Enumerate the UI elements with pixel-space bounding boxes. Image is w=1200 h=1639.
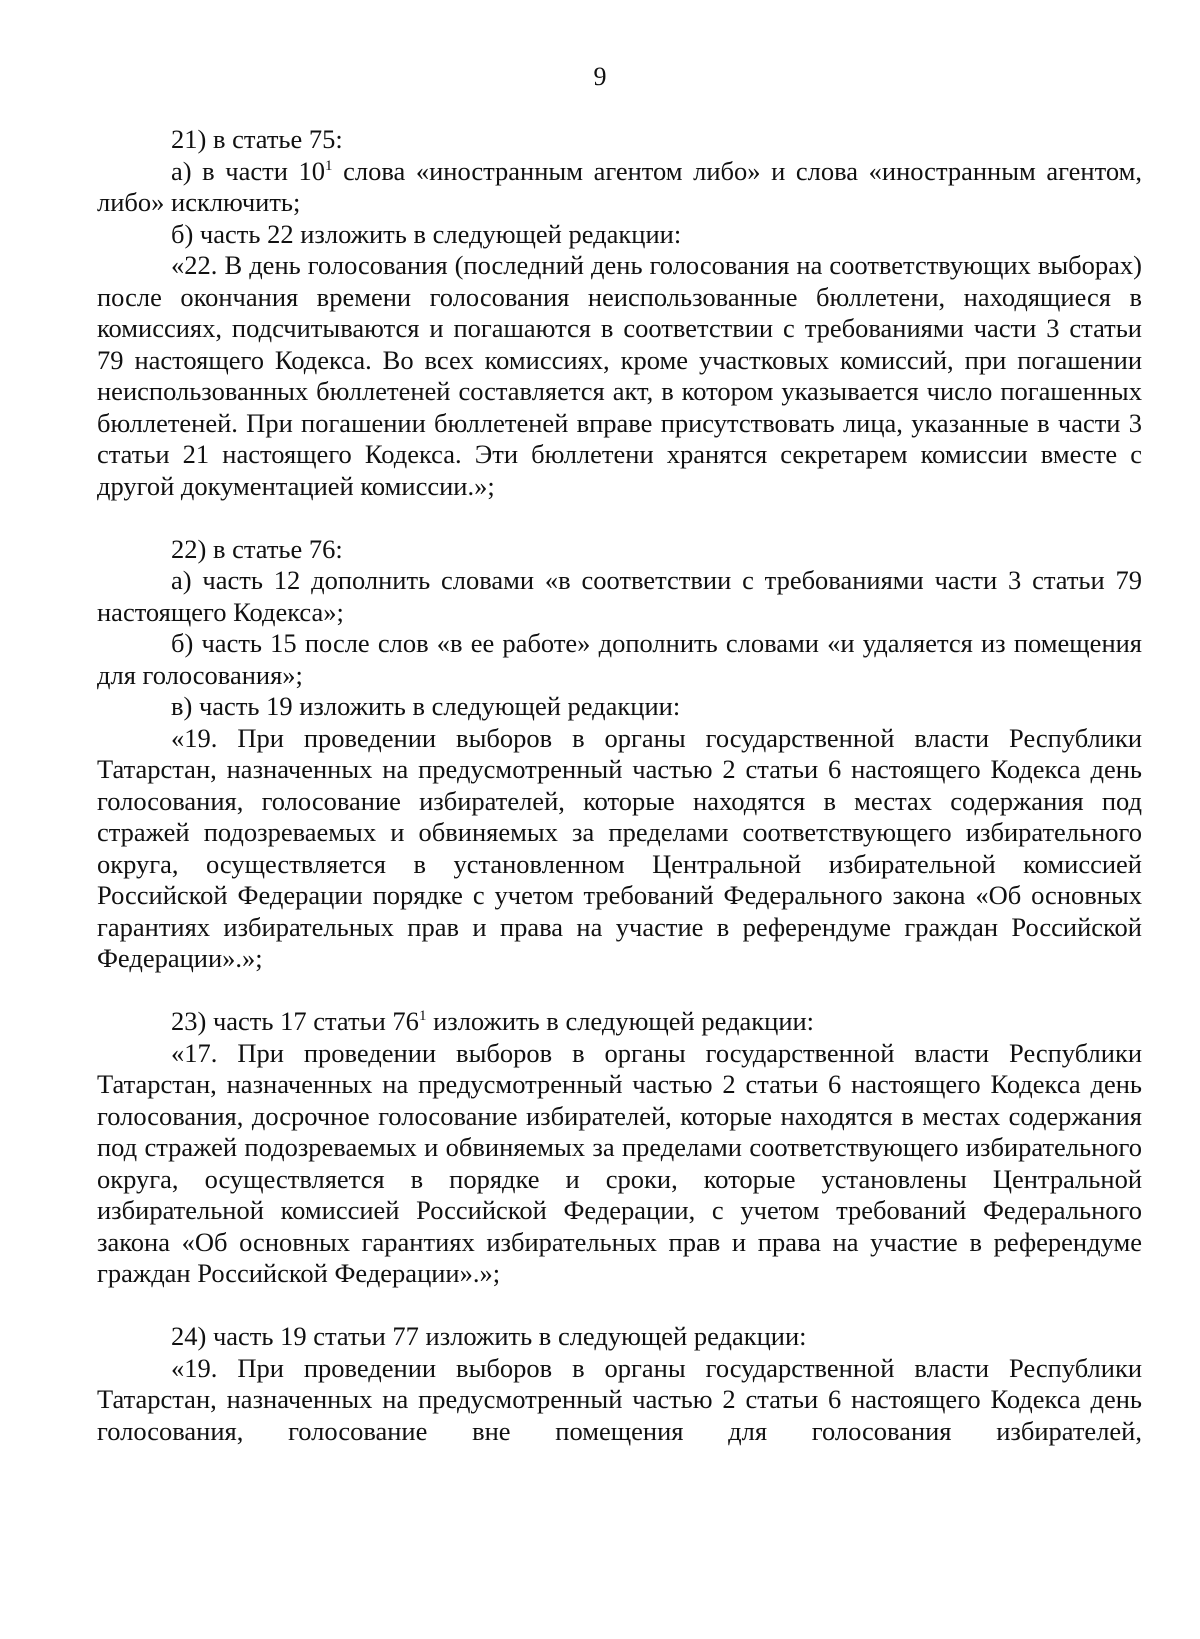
paragraph-quote-19-b: «19. При проведении выборов в органы государственной власти Республики Татарстан, назначенных на предусмотренный частью 2 статьи 6 настоящего Кодекса день голосования, голосование вне помещения для голосования избирателей,: [97, 1352, 1142, 1446]
paragraph-text-end: слова «иностранным агентом либо» и слова «иностранным агентом, либо» исключить;: [97, 155, 1142, 217]
paragraph-spacer: [97, 1290, 1142, 1322]
paragraph-item-22b: б) часть 15 после слов «в ее работе» дополнить словами «и удаляется из помещения для голосования»;: [97, 628, 1142, 690]
paragraph-text-end: изложить в следующей редакции:: [426, 1006, 815, 1036]
paragraph-spacer: [97, 975, 1142, 1007]
superscript: 1: [325, 157, 333, 174]
paragraph-quote-22: «22. В день голосования (последний день голосования на соответствующих выборах) после окончания времени голосования неиспользованные бюллетени, находящиеся в комиссиях, подсчитываются и погашаются в соответствии с требованиями части 3 статьи 79 настоящего Кодекса. Во всех комиссиях, кроме участковых комиссий, при погашении неиспользованных бюллетеней составляется акт, в котором указывается число погашенных бюллетеней. При погашении бюллетеней вправе присутствовать лица, указанные в части 3 статьи 21 настоящего Кодекса. Эти бюллетени хранятся секретарем комиссии вместе с другой документацией комиссии.»;: [97, 250, 1142, 501]
paragraph-quote-17: «17. При проведении выборов в органы государственной власти Республики Татарстан, назначенных на предусмотренный частью 2 статьи 6 настоящего Кодекса день голосования, досрочное голосование избирателей, которые находятся в местах содержания под стражей подозреваемых и обвиняемых за пределами соответствующего избирательного округа, осуществляется в порядке и сроки, которые установлены Центральной избирательной комиссией Российской Федерации, с учетом требований Федерального закона «Об основных гарантиях избирательных прав и права на участие в референдуме граждан Российской Федерации».»;: [97, 1037, 1142, 1288]
paragraph-item-22v: в) часть 19 изложить в следующей редакции:: [171, 691, 681, 721]
paragraph-text-start: 23) часть 17 статьи 76: [171, 1006, 419, 1036]
paragraph-item-22-heading: 22) в статье 76:: [171, 533, 343, 564]
paragraph-spacer: [97, 502, 1142, 534]
paragraph-item-21b: б) часть 22 изложить в следующей редакции:: [171, 218, 682, 249]
paragraph-item-21a: [97, 156, 1142, 219]
paragraph-item-22a: а) часть 12 дополнить словами «в соответствии с требованиями части 3 статьи 79 настоящего Кодекса»;: [97, 565, 1142, 627]
paragraph-quote-19-a: «19. При проведении выборов в органы государственной власти Республики Татарстан, назначенных на предусмотренный частью 2 статьи 6 настоящего Кодекса день голосования, голосование избирателей, которые находятся в местах содержания под стражей подозреваемых и обвиняемых за пределами соответствующего избирательного округа, осуществляется в установленном Центральной избирательной комиссией Российской Федерации порядке с учетом требований Федерального закона «Об основных гарантиях избирательных прав и права на участие в референдуме граждан Российской Федерации».»;: [97, 722, 1142, 973]
document-body: [97, 124, 1142, 1447]
paragraph-item-23-heading: [97, 1006, 1142, 1038]
superscript: 1: [418, 1008, 427, 1024]
paragraph-item-21-heading: 21) в статье 75:: [171, 124, 343, 154]
paragraph-item-24-heading: 24) часть 19 статьи 77 изложить в следующей редакции:: [171, 1321, 807, 1351]
page-number: 9: [593, 62, 607, 91]
paragraph-text-start: а) в части 10: [171, 155, 325, 186]
